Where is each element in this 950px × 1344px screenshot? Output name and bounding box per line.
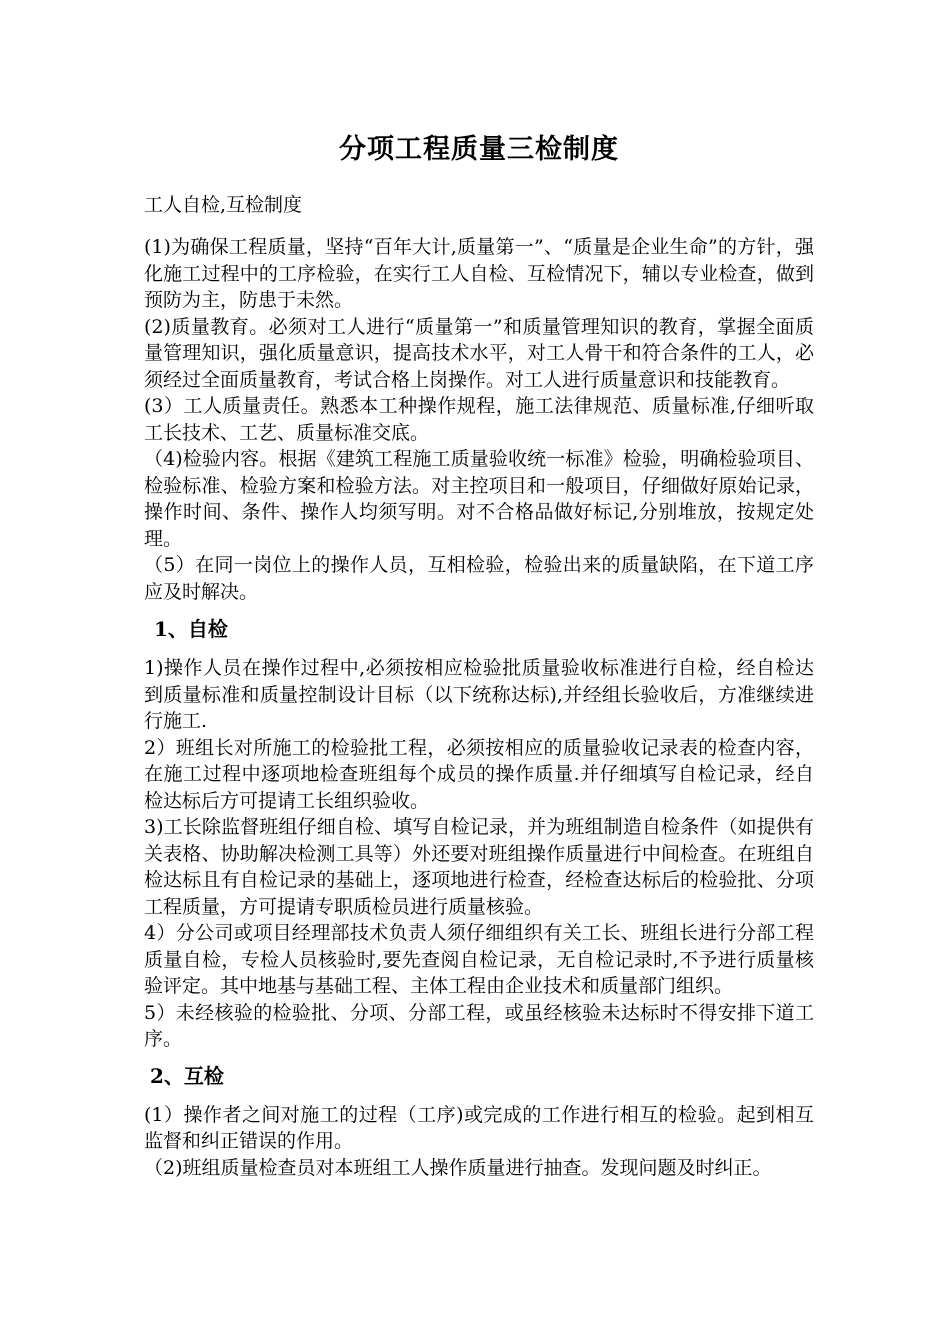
mutual-check-paragraph-2: （2)班组质量检查员对本班组工人操作质量进行抽查。发现问题及时纠正。 <box>144 1156 772 1179</box>
intro-paragraph-4: （4)检验内容。根据《建筑工程施工质量验收统一标准》检验，明确检验项目、检验标准、检验方案和检验方法。对主控项目和一般项目，仔细做好原始记录，操作时间、条件、操作人均须写明。对不合格品做好标记,分别堆放，按规定处理。 <box>144 448 814 550</box>
document-title: 分项工程质量三检制度 <box>339 134 619 165</box>
self-check-paragraph-2: 2）班组长对所施工的检验批工程，必须按相应的质量验收记录表的检查内容，在施工过程中逐项地检查班组每个成员的操作质量.并仔细填写自检记录，经自检达标后方可提请工长组织验收。 <box>144 736 814 812</box>
mutual-check-paragraph-1: (1）操作者之间对施工的过程（工序)或完成的工作进行相互的检验。起到相互监督和纠正错误的作用。 <box>144 1103 814 1152</box>
self-check-paragraph-5: 5）未经核验的检验批、分项、分部工程，或虽经核验未达标时不得安排下道工序。 <box>144 1001 814 1050</box>
document-page <box>144 130 814 1181</box>
self-check-paragraph-4: 4）分公司或项目经理部技术负责人须仔细组织有关工长、班组长进行分部工程质量自检，专检人员核验时,要先查阅自检记录，无自检记录时,不予进行质量核验评定。其中地基与基础工程、主体工程由企业技术和质量部门组织。 <box>144 922 814 997</box>
intro-paragraph-3: (3）工人质量责任。熟悉本工种操作规程，施工法律规范、质量标准,仔细听取工长技术、工艺、质量标准交底。 <box>144 395 814 444</box>
intro-paragraph-1: (1)为确保工程质量，坚持“百年大计,质量第一”、“质量是企业生命”的方针，强化施工过程中的工序检验，在实行工人自检、互检情况下，辅以专业检查，做到预防为主，防患于未然。 <box>144 236 814 311</box>
section-heading-mutual-check: 2、互检 <box>150 1063 224 1088</box>
intro-paragraph-2: (2)质量教育。必须对工人进行“质量第一”和质量管理知识的教育，掌握全面质量管理知识，强化质量意识，提高技术水平，对工人骨干和符合条件的工人，必须经过全面质量教育，考试合格上岗操作。对工人进行质量意识和技能教育。 <box>144 315 814 391</box>
self-check-paragraph-1: 1)操作人员在操作过程中,必须按相应检验批质量验收标准进行自检，经自检达到质量标准和质量控制设计目标（以下统称达标),并经组长验收后，方准继续进行施工. <box>144 657 814 732</box>
section-heading-self-check: 1、自检 <box>154 617 228 641</box>
document-subtitle: 工人自检,互检制度 <box>144 194 303 216</box>
self-check-paragraph-3: 3)工长除监督班组仔细自检、填写自检记录，并为班组制造自检条件（如提供有关表格、协助解决检测工具等）外还要对班组操作质量进行中间检查。在班组自检达标且有自检记录的基础上，逐项地进行检查，经检查达标后的检验批、分项工程质量，方可提请专职质检员进行质量核验。 <box>144 816 814 918</box>
intro-paragraph-5: （5）在同一岗位上的操作人员，互相检验，检验出来的质量缺陷，在下道工序应及时解决。 <box>144 554 814 603</box>
